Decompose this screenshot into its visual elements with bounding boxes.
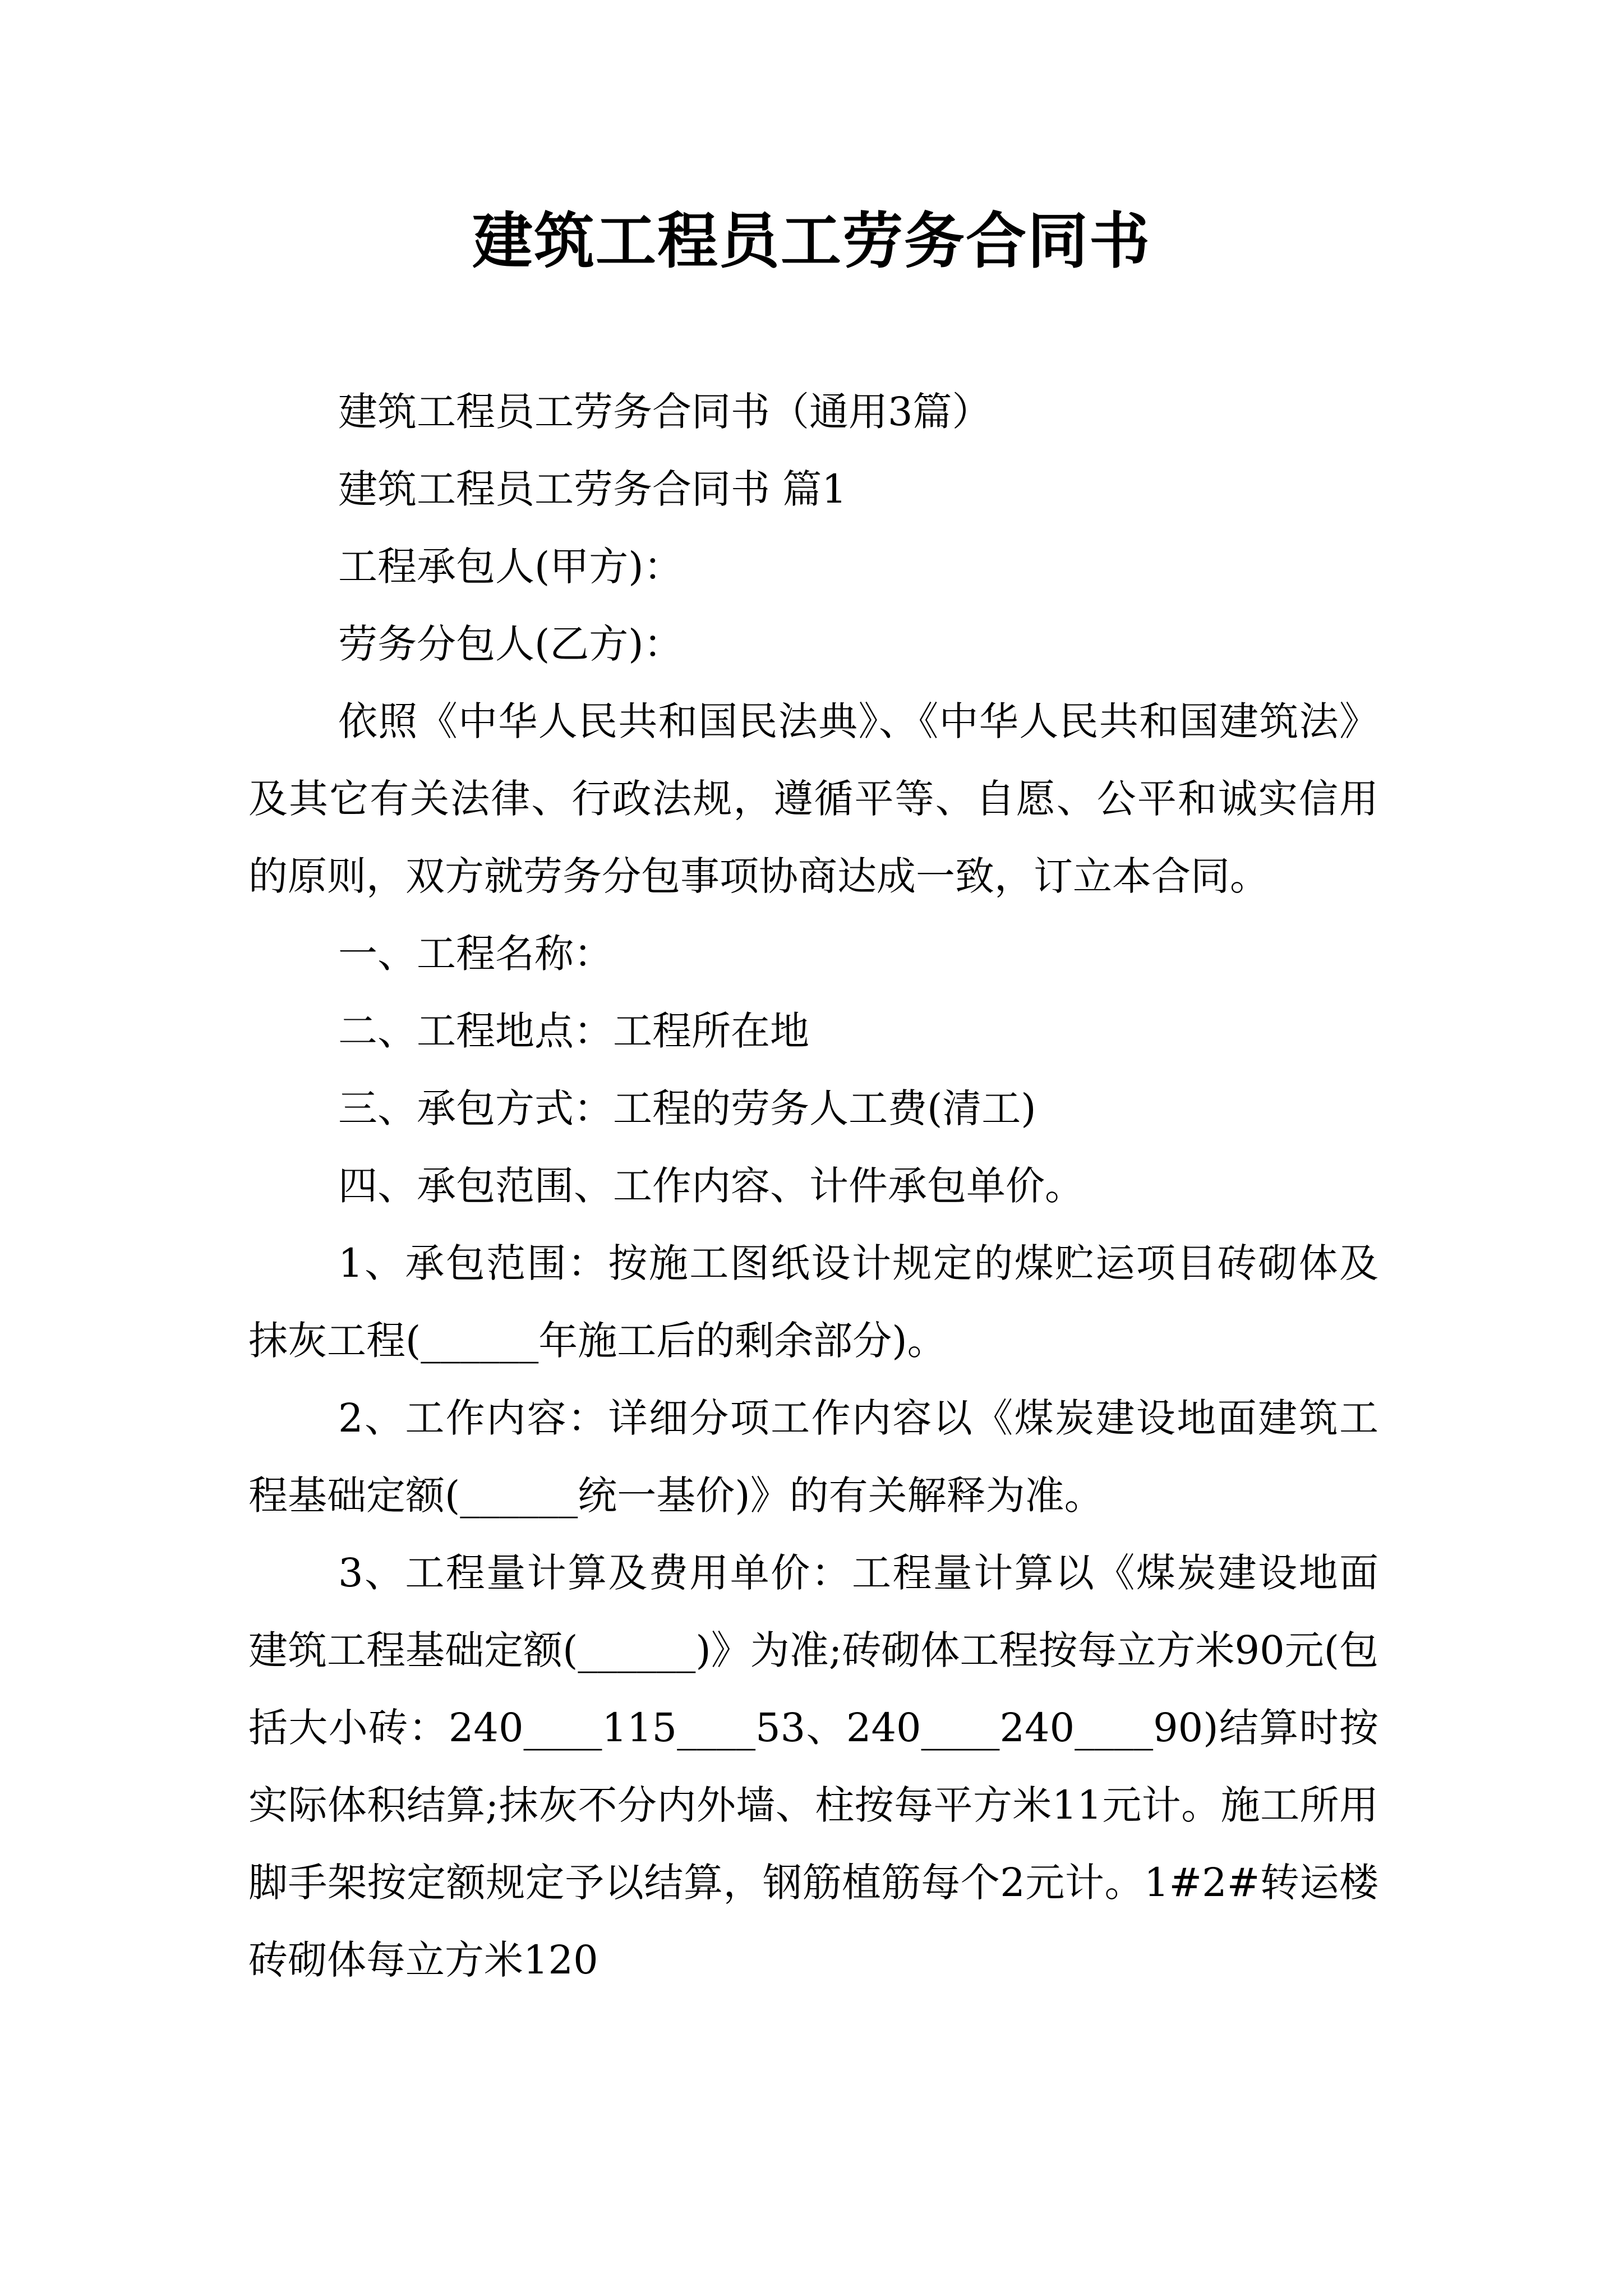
paragraph-party-b: 劳务分包人(乙方)： xyxy=(338,621,683,667)
paragraph-scope: 1、承包范围：按施工图纸设计规定的煤贮运项目砖砌体及抹灰工程(______年施工后的剩余部分)。 xyxy=(248,1240,1378,1364)
paragraph-scope-heading: 四、承包范围、工作内容、计件承包单价。 xyxy=(338,1163,1084,1209)
paragraph-work-content: 2、工作内容：详细分项工作内容以《煤炭建设地面建筑工程基础定额(______统一基价)》的有关解释为准。 xyxy=(248,1395,1378,1519)
paragraph-contract-method: 三、承包方式：工程的劳务人工费(清工) xyxy=(338,1085,1036,1131)
paragraph-quantity-pricing: 3、工程量计算及费用单价：工程量计算以《煤炭建设地面建筑工程基础定额(______)》为准;砖砌体工程按每立方米90元(包括大小砖：240____115____53、240____240____90)结算时按实际体积结算;抹灰不分内外墙、柱按每平方米11元计。施工所用脚手架按定额规定予以结算，钢筋植筋每个2元计。1#2#转运楼砖砌体每立方米120 xyxy=(248,1550,1378,1983)
paragraph-preamble: 依照《中华人民共和国民法典》、《中华人民共和国建筑法》及其它有关法律、行政法规，遵循平等、自愿、公平和诚实信用的原则，双方就劳务分包事项协商达成一致，订立本合同。 xyxy=(248,698,1378,899)
document-body xyxy=(248,373,1378,1999)
paragraph-project-location: 二、工程地点：工程所在地 xyxy=(338,1008,809,1054)
paragraph-party-a: 工程承包人(甲方)： xyxy=(338,544,683,590)
paragraph-subtitle: 建筑工程员工劳务合同书（通用3篇） xyxy=(338,389,992,435)
paragraph-project-name: 一、工程名称： xyxy=(338,931,613,977)
document-title: 建筑工程员工劳务合同书 xyxy=(472,206,1151,277)
paragraph-section-heading: 建筑工程员工劳务合同书 篇1 xyxy=(338,466,847,512)
